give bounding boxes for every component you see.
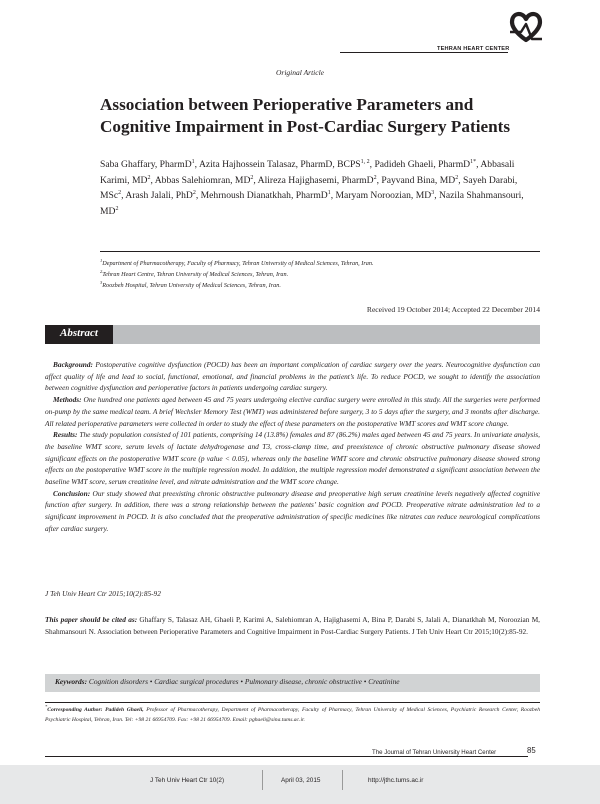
author: Abbasali Karimi, $MD^2$,	[100, 159, 515, 186]
abstract-background: Background: Postoperative cognitive dysfunction (POCD) has been an important complication of cardiac surgery over the years. Neurocognitive dysfunction can affect quality of life and lead to social, functional, emotional, and financial problems in the patient’s life. To reduce POCD, we sought to identify the association between cognitive dysfunction and perioperative factors in patients undergoing cardiac surgery.	[45, 360, 540, 393]
strip-date: April 03, 2015	[281, 777, 321, 784]
article-title	[100, 94, 540, 138]
journal-citation: J Teh Univ Heart Ctr 2015;10(2):85-92	[45, 589, 161, 598]
abstract-conclusion: Conclusion: Our study showed that preexisting chronic obstructive pulmonary disease and preoperative high serum creatinine levels negatively affected cognitive function after surgery. In addition, there was a strong relationship between the patients’ basic cognition and POCD. Preoperative nitrate administration led to a significant improvement in POCD. It is also concluded that the preoperative administration of specific medicines like nitrates can reduce neurological complications after cardiac surgery.	[45, 488, 540, 533]
journal-header-label: TEHRAN HEART CENTER	[437, 46, 510, 52]
author: Sayeh Darabi, MSc$^2$,	[100, 174, 518, 202]
bottom-info-strip	[0, 765, 600, 804]
affiliation: $^3$Roozbeh Hospital, Tehran University of Medical Sciences, Tehran, Iran.	[100, 279, 281, 289]
author: Abbas Salehiomran, $MD^2$,	[154, 174, 258, 186]
author-list	[100, 157, 540, 219]
author: Mehrnoush Dianatkhah, PharmD$^1$,	[200, 190, 336, 202]
title-line: Cognitive Impairment in Post-Cardiac Surgery Patients	[100, 117, 511, 136]
strip-separator	[262, 770, 263, 790]
author: Azita Hajhossein Talasaz, PharmD, BCPS$^{1, 2}$,	[198, 158, 375, 170]
author: Saba Ghaffary, PharmD$^1$,	[100, 158, 199, 170]
affiliation: $^1$Department of Pharmacotherapy, Faculty of Pharmacy, Tehran University of Medical Sciences, Tehran, Iran.	[100, 257, 374, 267]
cite-as-block	[45, 614, 540, 638]
author: Payvand Bina, $MD^2$,	[381, 174, 463, 186]
author: Alireza Hajighasemi, PharmD$^2$,	[257, 174, 382, 186]
page-number: 85	[527, 746, 536, 755]
cite-as-heading: This paper should be cited as:	[45, 615, 138, 624]
abstract-results: Results: The study population consisted of 101 patients, comprising 14 (13.8%) females and 87 (86.2%) males aged between 45 and 75 years. In univariate analysis, the baseline WMT score, serum levels of lactate dehydrogenase and T3, cross-clamp time, and preexistence of chronic obstructive pulmonary disease showed significant effects on the postoperative WMT score (p value < 0.05), whereas only the baseline WMT score and chronic obstructive pulmonary disease showed strong effects on the postoperative WMT score in the multiple regression model. In addition, the multiple regression model demonstrated a significant association between the baseline WMT score, serum creatinine level, and nitrate administration and the WMT score change.	[45, 430, 540, 487]
abstract-body	[45, 359, 540, 535]
header-rule	[340, 52, 508, 53]
author: Padideh Ghaeli, PharmD$^{1*}$,	[374, 158, 481, 170]
heart-logo-icon	[506, 8, 546, 48]
affiliation-rule	[100, 251, 540, 252]
affiliation: $^2$Tehran Heart Centre, Tehran University of Medical Sciences, Tehran, Iran.	[100, 268, 289, 278]
affiliation-list	[100, 258, 540, 291]
author: Maryam Noroozian, $MD^3$,	[335, 190, 439, 202]
strip-separator	[342, 770, 343, 790]
abstract-header-bar	[45, 325, 540, 344]
author: Arash Jalali, PhD$^2$,	[125, 190, 201, 202]
strip-url[interactable]: http://jthc.tums.ac.ir	[368, 777, 424, 784]
author: Nazila Shahmansouri, $MD^2$	[100, 190, 524, 217]
corresponding-author: *Corresponding Author: Padideh Ghaeli, Professor of Pharmacotherapy, Department of Pharmacotherapy, Faculty of Pharmacy, Tehran University of Medical Sciences, Psychiatric Research Center, Roozbeh Psychiatric Hospital, Tehran, Iran. Tel: +98 21 66954709. Fax: +98 21 66954709. Email: pghaeli@sina.tums.ac.ir.	[45, 704, 540, 723]
cite-as-text: Ghaffary S, Talasaz AH, Ghaeli P, Karimi A, Salehiomran A, Hajighasemi A, Bina P, Darabi S, Jalali A, Dianatkhah M, Noroozian M, Shahmansouri N. Association between Perioperative Parameters and Cognitive Impairment in Post-Cardiac Surgery Patients. J Teh Univ Heart Ctr 2015;10(2):85-92.	[45, 615, 541, 636]
received-accepted-dates: Received 19 October 2014; Accepted 22 December 2014	[366, 305, 540, 314]
abstract-heading: Abstract	[45, 325, 113, 344]
correspondence-rule	[45, 702, 540, 703]
footer-rule	[45, 756, 528, 757]
abstract-methods: Methods: One hundred one patients aged between 45 and 75 years undergoing elective cardiac surgery were enrolled in this study. All the surgeries were performed on-pump by the same medical team. A brief Wechsler Memory Test (WMT) was administered before surgery, 3 to 5 days after the surgery, and 3 months after discharge. All related perioperative parameters were collected in order to study the effect of these parameters on the postoperative WMT scores and WMT score change.	[45, 395, 540, 428]
title-line: Association between Perioperative Parameters and	[100, 95, 474, 114]
article-type: Original Article	[276, 68, 324, 77]
footer-journal-name: The Journal of Tehran University Heart Center	[372, 749, 497, 756]
strip-journal-issue: J Teh Univ Heart Ctr 10(2)	[150, 777, 225, 784]
keywords: Keywords: Cognition disorders • Cardiac surgical procedures • Pulmonary disease, chronic obstructive • Creatinine	[55, 677, 400, 686]
